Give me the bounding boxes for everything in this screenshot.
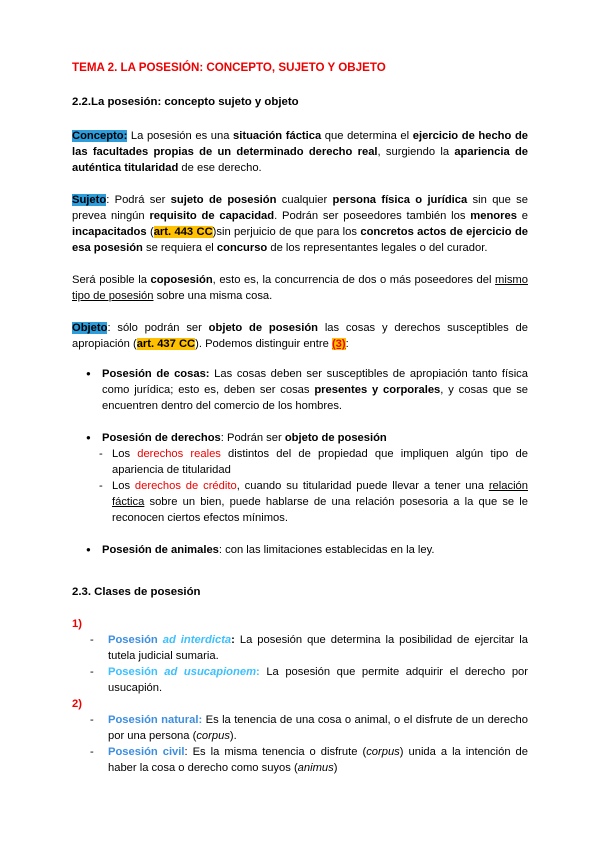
red-text: derechos de crédito [134,480,237,492]
text: : con las limitaciones establecidas en la ley. [218,544,435,556]
blue-bold-text: Posesión [108,634,163,646]
list-item [72,712,528,744]
text: cualquier [276,194,333,206]
bold-text: situación fáctica [233,130,322,142]
text: ). [229,730,237,742]
text: : Podrá ser [106,194,171,206]
bold-text: concurso [216,242,268,254]
list-item [72,744,528,776]
bold-text: requisito de capacidad [149,210,275,222]
text: . Podrán ser poseedores también los [274,210,471,222]
text: La posesión que determina la posibilidad de ejercitar la tutela judicial sumaria. [108,634,528,662]
clases-list-1 [72,632,528,696]
document-page [72,60,528,776]
concepto-label: Concepto: [72,130,128,142]
objeto-list [72,366,528,558]
sublist-item [72,478,528,526]
text: se requiera el [142,242,217,254]
text: sin que se prevea ningún [72,194,528,222]
text: ) unida a la intención de haber la cosa o derecho como suyos ( [108,746,528,774]
bold-text: ejercicio de hecho de las facultades propias de un determinado derecho real [72,130,528,158]
bold-text: concretos actos de ejercicio de esa posesión [72,226,528,254]
section-heading-2-2: 2.2.La posesión: concepto sujeto y objeto [72,96,299,108]
text: Es la tenencia de una cosa o animal, o el disfrute de un derecho por una persona ( [108,714,528,742]
list-item-cosas [72,366,528,414]
blue-bold-text: Posesión [108,666,165,678]
list-item-derechos [72,430,528,526]
sujeto-paragraph [72,192,528,256]
article-ref-437: art. 437 CC [136,338,196,350]
text: : [345,338,349,350]
blue-bold-text: Posesión natural: [108,714,203,726]
clases-list-2 [72,712,528,776]
text: Los [112,480,135,492]
italic-text: corpus [196,730,230,742]
bold-text: coposesión [150,274,213,286]
bold-text: objeto de posesión [284,432,387,444]
article-ref-443: art. 443 CC [153,226,213,238]
text: ) [333,762,338,774]
section-heading-2-3: 2.3. Clases de posesión [72,586,201,598]
text: , cuando su titularidad puede llevar a tener una [236,480,489,492]
italic-text: corpus [366,746,400,758]
text: ). Podemos distinguir entre [195,338,332,350]
bold-text: persona física o jurídica [332,194,468,206]
bold-text: presentes y corporales [314,384,441,396]
concepto-paragraph [72,128,528,176]
underlined-text: mismo tipo de posesión [72,274,528,302]
count-badge: (3) [331,338,346,350]
text: )sin perjuicio de que para los [212,226,361,238]
list-item [72,632,528,664]
list-item [72,664,528,696]
objeto-paragraph [72,320,528,352]
group-number-1: 1) [72,618,82,630]
text: ( [146,226,154,238]
page-title: TEMA 2. LA POSESIÓN: CONCEPTO, SUJETO Y OBJETO [72,61,386,74]
sujeto-label: Sujeto [72,194,107,206]
bold-text: objeto de posesión [208,322,319,334]
bold-text: apariencia de auténtica titularidad [72,146,529,174]
text: : Es la misma tenencia o disfrute ( [184,746,367,758]
text: La posesión es una [127,130,234,142]
text: La posesión que permite adquirir el derecho por usucapión. [108,666,528,694]
bold-text: menores [470,210,517,222]
bold-text: : [231,634,235,646]
blue-bold-text: : [256,666,260,678]
text: : Podrán ser [220,432,285,444]
text: Las cosas deben ser susceptibles de apropiación tanto física como jurídica; esto es, deben ser cosas [102,368,528,396]
text: e [516,210,528,222]
text: Será posible la [72,274,151,286]
bold-text: incapacitados [72,226,147,238]
italic-blue-text: ad interdicta [162,634,232,646]
italic-text: animus [297,762,334,774]
list-item-animales [72,542,528,558]
text: sobre un bien, puede hablarse de una relación posesoria a la que se le reconocen ciertos efectos mínimos. [112,496,528,524]
sublist-item [72,446,528,478]
derechos-sublist [72,446,528,526]
bold-text: Posesión de cosas: [102,368,210,380]
underlined-text: relación fáctica [112,480,529,508]
text: , y cosas que se encuentren dentro del comercio de los hombres. [102,384,529,412]
bold-text: Posesión de animales [102,544,219,556]
coposesion-paragraph [72,272,528,304]
text: las cosas y derechos susceptibles de apropiación ( [72,322,528,350]
text: , esto es, la concurrencia de dos o más poseedores del [212,274,496,286]
text: , surgiendo la [377,146,455,158]
text: : sólo podrán ser [107,322,209,334]
text: de ese derecho. [178,162,262,174]
text: de los representantes legales o del curador. [267,242,488,254]
text: distintos del de propiedad que impliquen algún tipo de apariencia de titularidad [112,448,528,476]
italic-blue-text: ad usucapionem [164,666,257,678]
text: sobre una misma cosa. [153,290,273,302]
bold-text: sujeto de posesión [170,194,277,206]
objeto-label: Objeto [72,322,108,334]
text: que determina el [321,130,413,142]
group-number-2: 2) [72,698,82,710]
text: Los [112,448,138,460]
bold-text: Posesión de derechos [102,432,221,444]
red-text: derechos reales [137,448,221,460]
blue-bold-text: Posesión civil [108,746,185,758]
